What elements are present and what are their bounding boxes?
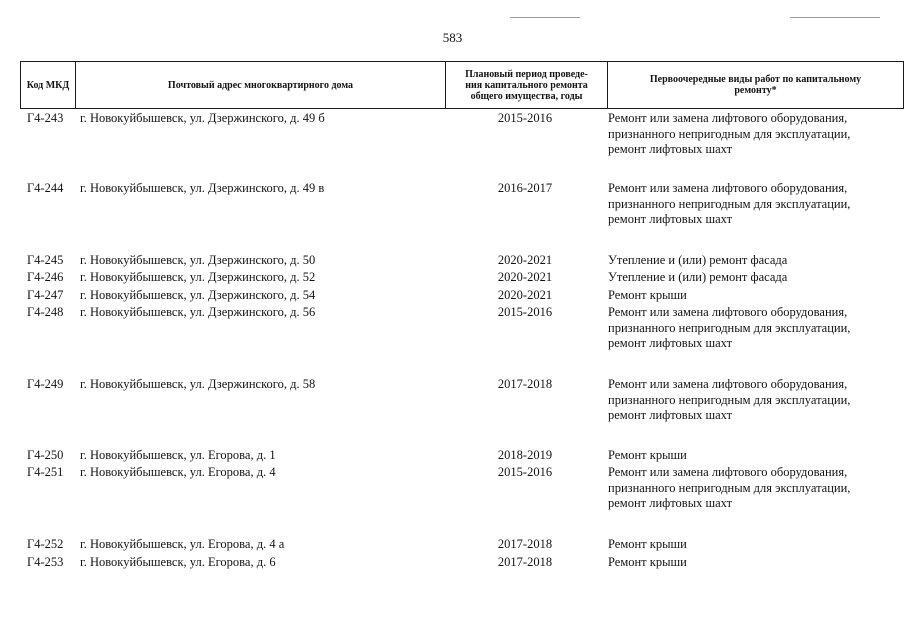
mkd-code: Г4-244 (27, 181, 64, 195)
priority-works (608, 181, 850, 228)
work-line: признанного непригодным для эксплуатации, (608, 392, 851, 407)
postal-address: г. Новокуйбышевск, ул. Дзержинского, д. 52 (80, 270, 316, 284)
work-line: Ремонт крыши (608, 448, 687, 462)
work-line: ремонт лифтовых шахт (608, 408, 733, 422)
mkd-code: Г4-248 (27, 305, 64, 319)
mkd-code: Г4-253 (27, 555, 64, 569)
priority-works (608, 111, 850, 158)
work-line: Ремонт или замена лифтового оборудования, (608, 377, 848, 391)
work-line: признанного непригодным для эксплуатации, (608, 480, 851, 495)
priority-works (608, 288, 687, 304)
priority-works (608, 555, 687, 571)
scan-mark (510, 17, 580, 18)
mkd-code: Г4-249 (27, 377, 64, 391)
repair-period: 2017-2018 (497, 555, 553, 569)
postal-address: г. Новокуйбышевск, ул. Егорова, д. 4 (80, 465, 276, 479)
postal-address: г. Новокуйбышевск, ул. Дзержинского, д. 49 в (80, 181, 325, 195)
postal-address: г. Новокуйбышевск, ул. Дзержинского, д. 56 (80, 305, 316, 319)
page-number: 583 (442, 30, 463, 45)
work-line: признанного непригодным для эксплуатации, (608, 196, 851, 211)
postal-address: г. Новокуйбышевск, ул. Дзержинского, д. 54 (80, 288, 316, 302)
mkd-code: Г4-251 (27, 465, 64, 479)
header-works: Первоочередные виды работ по капитальному ремонту* (649, 74, 862, 96)
repair-period: 2020-2021 (497, 270, 553, 284)
priority-works (608, 537, 687, 553)
table-header (20, 61, 904, 109)
work-line: ремонт лифтовых шахт (608, 142, 733, 156)
repair-period: 2015-2016 (497, 111, 553, 125)
work-line: Ремонт крыши (608, 288, 687, 302)
work-line: признанного непригодным для эксплуатации, (608, 126, 851, 141)
repair-period: 2017-2018 (497, 377, 553, 391)
work-line: Ремонт крыши (608, 555, 687, 569)
header-code: Код МКД (21, 62, 76, 108)
work-line: Ремонт или замена лифтового оборудования, (608, 181, 848, 195)
repair-period: 2020-2021 (497, 253, 553, 267)
work-line: Ремонт или замена лифтового оборудования, (608, 305, 848, 319)
postal-address: г. Новокуйбышевск, ул. Егорова, д. 6 (80, 555, 276, 569)
postal-address: г. Новокуйбышевск, ул. Егорова, д. 4 а (80, 537, 285, 551)
priority-works (608, 305, 850, 352)
postal-address: г. Новокуйбышевск, ул. Дзержинского, д. 49 б (80, 111, 325, 125)
work-line: Ремонт или замена лифтового оборудования, (608, 111, 848, 125)
work-line: Ремонт крыши (608, 537, 687, 551)
work-line: Ремонт или замена лифтового оборудования, (608, 465, 848, 479)
work-line: ремонт лифтовых шахт (608, 212, 733, 226)
repair-period: 2016-2017 (497, 181, 553, 195)
mkd-code: Г4-243 (27, 111, 64, 125)
postal-address: г. Новокуйбышевск, ул. Дзержинского, д. 50 (80, 253, 316, 267)
postal-address: г. Новокуйбышевск, ул. Дзержинского, д. 58 (80, 377, 316, 391)
repair-period: 2015-2016 (497, 305, 553, 319)
priority-works (608, 465, 850, 512)
mkd-code: Г4-245 (27, 253, 64, 267)
scan-mark (790, 17, 880, 18)
repair-period: 2017-2018 (497, 537, 553, 551)
work-line: Утепление и (или) ремонт фасада (608, 253, 788, 267)
mkd-code: Г4-247 (27, 288, 64, 302)
mkd-code: Г4-246 (27, 270, 64, 284)
priority-works (608, 448, 687, 464)
priority-works (608, 253, 787, 269)
priority-works (608, 377, 850, 424)
repair-period: 2015-2016 (497, 465, 553, 479)
repair-period: 2020-2021 (497, 288, 553, 302)
work-line: Утепление и (или) ремонт фасада (608, 270, 788, 284)
priority-works (608, 270, 787, 286)
header-address: Почтовый адрес многоквартирного дома (76, 62, 446, 108)
header-period: Плановый период проведе- ния капитального ремонта общего имущества, годы (446, 62, 608, 108)
work-line: признанного непригодным для эксплуатации, (608, 320, 851, 335)
mkd-code: Г4-250 (27, 448, 64, 462)
postal-address: г. Новокуйбышевск, ул. Егорова, д. 1 (80, 448, 276, 462)
mkd-code: Г4-252 (27, 537, 64, 551)
work-line: ремонт лифтовых шахт (608, 336, 733, 350)
work-line: ремонт лифтовых шахт (608, 496, 733, 510)
repair-period: 2018-2019 (497, 448, 553, 462)
